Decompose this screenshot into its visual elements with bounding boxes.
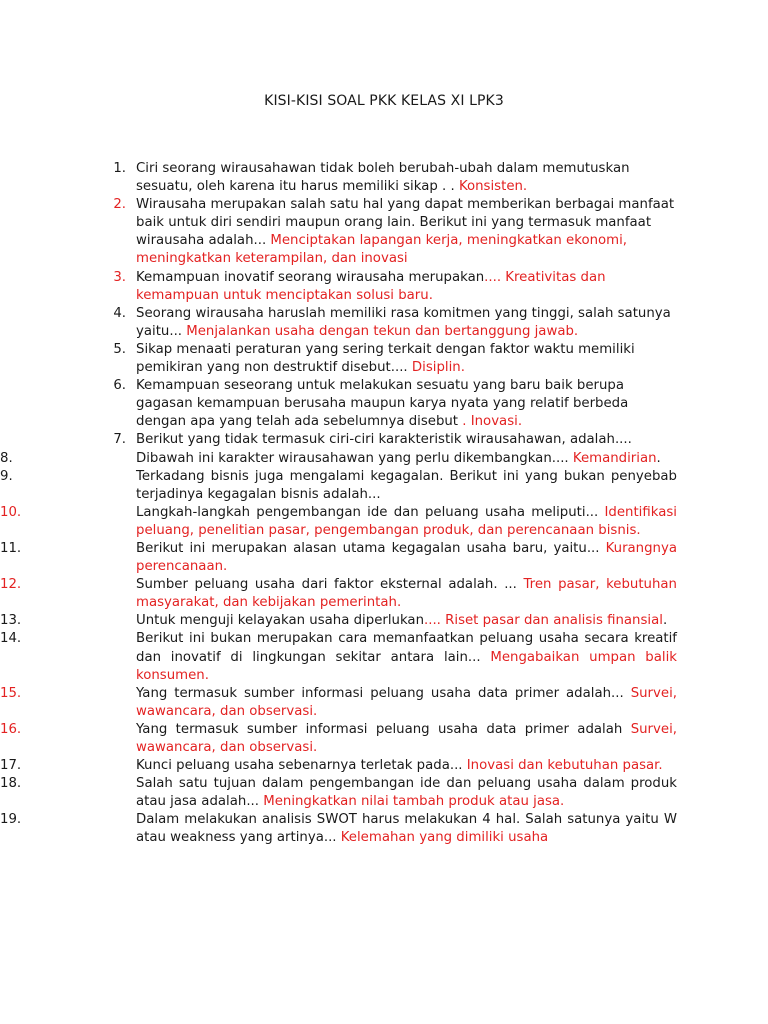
answer-text: Disiplin. <box>411 360 465 376</box>
question-number-text: 12. <box>0 577 22 593</box>
question-item <box>113 160 677 196</box>
question-number-text: 6. <box>113 378 126 394</box>
question-item <box>0 468 677 504</box>
question-item <box>0 450 677 468</box>
question-text: Kunci peluang usaha sebenarnya terletak pada... <box>136 758 467 774</box>
question-number <box>0 504 136 522</box>
question-item <box>113 377 677 431</box>
answer-text: Konsisten. <box>458 179 528 195</box>
question-number <box>0 540 136 558</box>
question-number-text: 8. <box>0 450 13 466</box>
document-title: KISI-KISI SOAL PKK KELAS XI LPK3 <box>264 93 504 109</box>
answer-text: Tren pasar, kebutuhan masyarakat, dan kebijakan pemerintah. <box>136 577 677 611</box>
question-text: Sumber peluang usaha dari faktor eksternal adalah. ... <box>136 577 524 593</box>
answer-text: Kurangnya perencanaan. <box>136 540 677 575</box>
answer-text: Inovasi dan kebutuhan pasar. <box>466 758 663 774</box>
question-text: Berikut ini bukan merupakan cara memanfaatkan peluang usaha secara kreatif dan inovatif di lingkungan sekitar antara lain... <box>136 631 677 665</box>
answer-text: Meningkatkan nilai tambah produk atau jasa. <box>263 794 565 810</box>
question-tail: . <box>662 613 668 629</box>
question-text: Wirausaha merupakan salah satu hal yang dapat memberikan berbagai manfaat baik untuk diri sendiri maupun orang lain. Berikut ini yang termasuk manfaat wirausaha adalah... <box>136 197 675 249</box>
answer-text: .... Riset pasar dan analisis finansial <box>424 613 663 629</box>
question-number <box>0 431 136 449</box>
question-number-text: 9. <box>0 468 13 484</box>
question-item <box>0 811 677 847</box>
question-number <box>0 341 136 359</box>
question-number-text: 10. <box>0 504 22 520</box>
question-item <box>113 341 677 377</box>
question-number-text: 18. <box>0 776 22 792</box>
question-item <box>0 630 677 684</box>
question-text: Sikap menaati peraturan yang sering terkait dengan faktor waktu memiliki pemikiran yang non destruktif disebut.... <box>136 341 635 376</box>
question-item <box>0 721 677 757</box>
question-number-text: 16. <box>0 721 22 737</box>
question-item <box>0 685 677 721</box>
question-number <box>0 450 136 468</box>
question-text: Kemampuan inovatif seorang wirausaha merupakan <box>136 269 485 285</box>
question-number <box>0 757 136 775</box>
question-number-text: 5. <box>113 341 126 357</box>
answer-text: Survei, wawancara, dan observasi. <box>136 721 677 755</box>
question-text: Seorang wirausaha haruslah memiliki rasa komitmen yang tinggi, salah satunya yaitu... <box>136 305 671 339</box>
question-item <box>0 576 677 612</box>
question-text: Dalam melakukan analisis SWOT harus melakukan 4 hal. Salah satunya yaitu W atau weakness yang artinya... <box>136 812 677 846</box>
question-text: Salah satu tujuan dalam pengembangan ide dan peluang usaha dalam produk atau jasa adalah... <box>136 776 677 810</box>
question-text: Ciri seorang wirausahawan tidak boleh berubah-ubah dalam memutuskan sesuatu, oleh karena itu harus memiliki sikap . . <box>136 161 630 195</box>
question-number <box>0 269 136 287</box>
question-item <box>0 504 677 540</box>
question-number-text: 7. <box>113 432 126 448</box>
question-number-text: 3. <box>113 269 126 285</box>
question-number-text: 4. <box>113 305 126 321</box>
answer-text: .... Kreativitas dan kemampuan untuk menciptakan solusi baru. <box>136 269 606 303</box>
question-number <box>0 612 136 630</box>
question-number <box>0 377 136 395</box>
answer-text: Kemandirian <box>572 450 657 466</box>
question-text: Berikut ini merupakan alasan utama kegagalan usaha baru, yaitu... <box>136 540 606 556</box>
question-item <box>0 775 677 811</box>
question-number <box>0 468 136 486</box>
question-number <box>0 576 136 594</box>
question-number <box>0 630 136 648</box>
question-text: Berikut yang tidak termasuk ciri-ciri karakteristik wirausahawan, adalah.... <box>136 432 632 448</box>
question-list <box>0 160 768 848</box>
question-number <box>0 721 136 739</box>
question-number-text: 17. <box>0 758 22 774</box>
question-tail: . <box>656 450 661 466</box>
question-text: Terkadang bisnis juga mengalami kegagalan. Berikut ini yang bukan penyebab terjadinya kegagalan bisnis adalah... <box>136 468 677 502</box>
answer-text: Identifikasi peluang, penelitian pasar, pengembangan produk, dan perencanaan bisnis. <box>136 504 677 538</box>
question-number <box>0 196 136 214</box>
question-item <box>113 269 677 305</box>
question-text: Yang termasuk sumber informasi peluang usaha data primer adalah <box>136 721 631 737</box>
answer-text: Survei, wawancara, dan observasi. <box>136 685 677 719</box>
question-number <box>0 160 136 178</box>
question-number <box>0 775 136 793</box>
question-number-text: 1. <box>113 161 126 176</box>
question-text: Untuk menguji kelayakan usaha diperlukan <box>136 613 424 629</box>
answer-text: Menjalankan usaha dengan tekun dan bertanggung jawab. <box>186 323 579 339</box>
question-number-text: 15. <box>0 685 22 701</box>
question-number-text: 19. <box>0 812 22 828</box>
question-text: Dibawah ini karakter wirausahawan yang perlu dikembangkan.... <box>136 450 573 466</box>
answer-text: Menciptakan lapangan kerja, meningkatkan ekonomi, meningkatkan keterampilan, dan inovasi <box>136 233 628 267</box>
question-text: Yang termasuk sumber informasi peluang usaha data primer adalah... <box>136 685 631 701</box>
question-item <box>113 305 677 341</box>
question-item <box>0 540 677 576</box>
answer-text: . Inovasi. <box>462 414 523 430</box>
question-number <box>0 811 136 829</box>
question-number-text: 11. <box>0 540 22 556</box>
question-text: Kemampuan seseorang untuk melakukan sesuatu yang baru baik berupa gagasan kemampuan berusaha maupun karya nyata yang relatif berbeda dengan apa yang telah ada sebelumnya disebut <box>136 378 629 430</box>
question-item <box>113 431 677 449</box>
answer-text: Mengabaikan umpan balik konsumen. <box>136 649 677 683</box>
answer-text: Kelemahan yang dimiliki usaha <box>340 830 549 846</box>
question-text: Langkah-langkah pengembangan ide dan peluang usaha meliputi... <box>136 504 605 520</box>
question-item <box>113 196 677 268</box>
question-number <box>0 685 136 703</box>
question-number-text: 2. <box>113 197 126 213</box>
question-number-text: 13. <box>0 613 22 629</box>
question-number-text: 14. <box>0 631 22 647</box>
question-number <box>0 305 136 323</box>
question-item <box>0 757 677 775</box>
question-item <box>0 612 677 630</box>
